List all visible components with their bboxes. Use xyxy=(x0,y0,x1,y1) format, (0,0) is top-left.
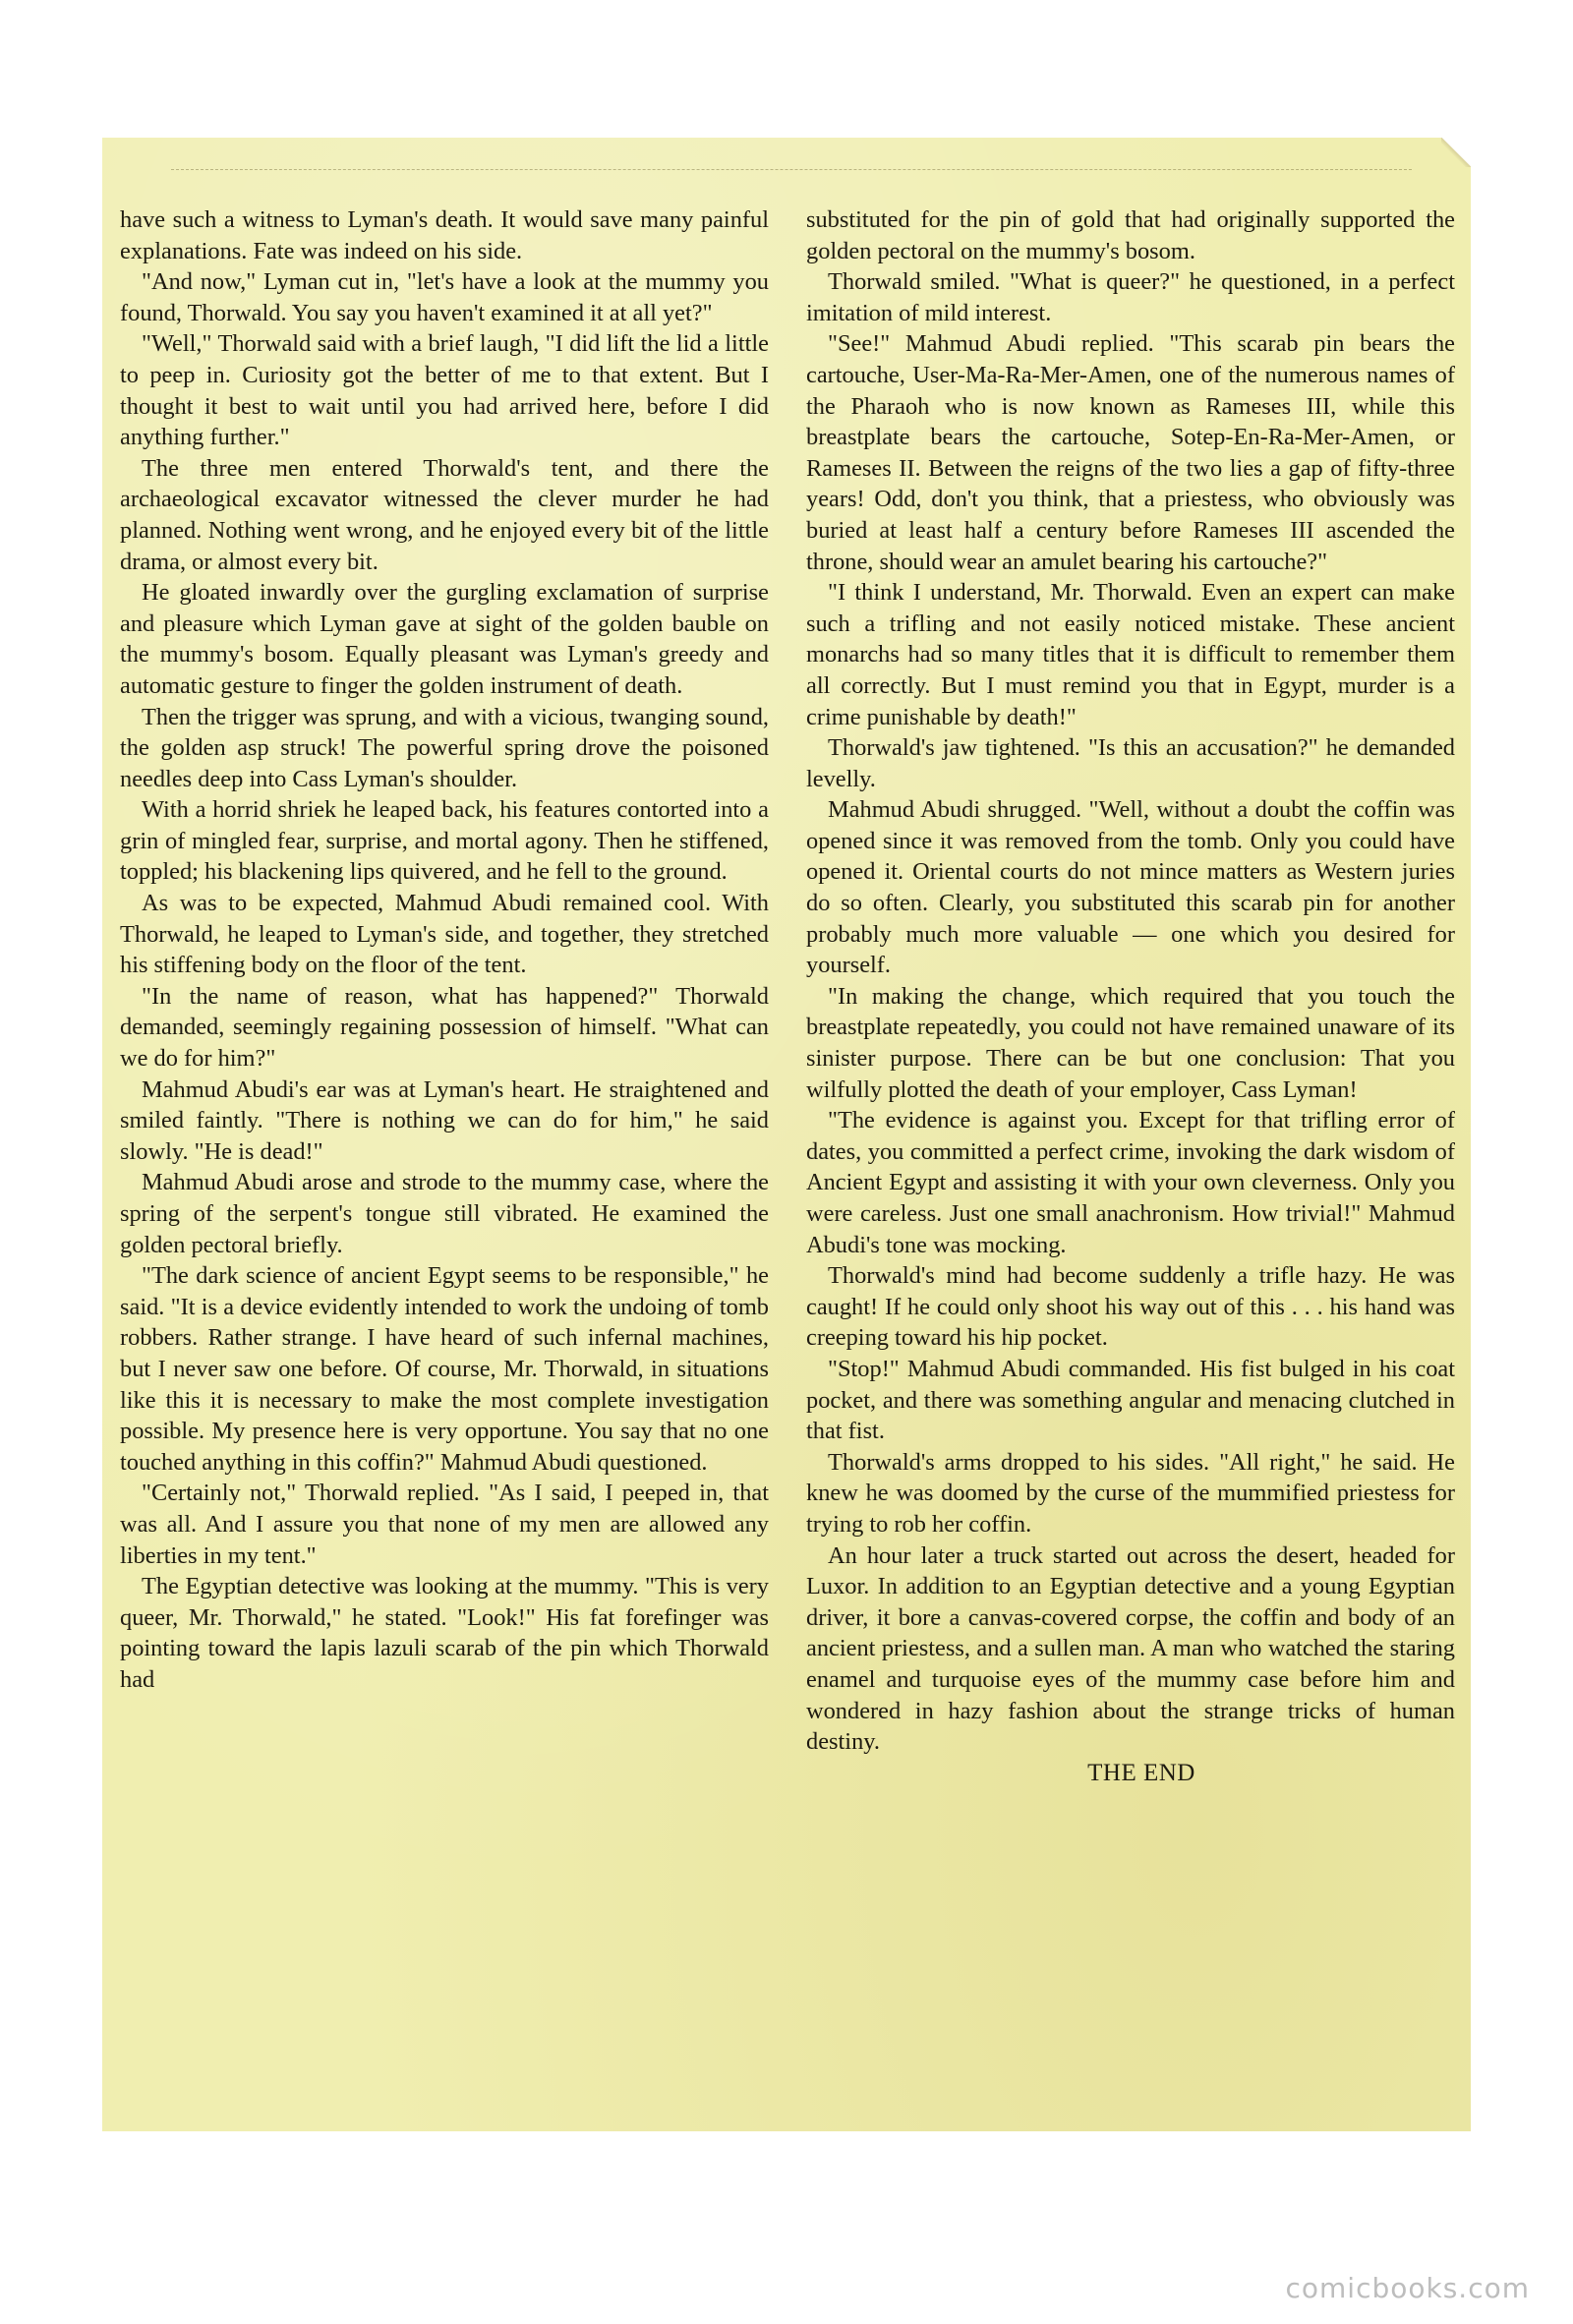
left-column xyxy=(120,204,769,1696)
right-column xyxy=(806,204,1455,1788)
paragraph: "The evidence is against you. Except for that trifling error of dates, you committed a perfect crime, invoking the dark wisdom of Ancient Egypt and assisting it with your own cleverness. Only you were careless. Just one small anachronism. How trivial!" Mahmud Abudi's tone was mocking. xyxy=(806,1107,1455,1258)
paragraph: "Certainly not," Thorwald replied. "As I said, I peeped in, that was all. And I assure you that none of my men are allowed any liberties in my tent." xyxy=(120,1480,769,1569)
paragraph: He gloated inwardly over the gurgling exclamation of surprise and pleasure which Lyman gave at sight of the golden bauble on the mummy's bosom. Equally pleasant was Lyman's greedy and automatic gesture to finger the golden instrument of death. xyxy=(120,579,769,699)
top-rule xyxy=(171,169,1412,170)
paragraph: With a horrid shriek he leaped back, his features contorted into a grin of mingled fear, surprise, and mortal agony. Then he stiffened, toppled; his blackening lips quivered, and he fell to the ground. xyxy=(120,796,769,886)
paragraph: Thorwald's jaw tightened. "Is this an accusation?" he demanded levelly. xyxy=(806,734,1455,792)
folded-corner xyxy=(1441,138,1471,167)
paragraph: Mahmud Abudi arose and strode to the mummy case, where the spring of the serpent's tongue still vibrated. He examined the golden pectoral briefly. xyxy=(120,1169,769,1258)
paragraph: The three men entered Thorwald's tent, and there the archaeological excavator witnessed the clever murder he had planned. Nothing went wrong, and he enjoyed every bit of the little drama, or almost every bit. xyxy=(120,454,769,575)
paragraph: "Well," Thorwald said with a brief laugh, "I did lift the lid a little to peep in. Curiosity got the better of me to that extent. But I thought it best to wait until you had arrived here, before I did anything further." xyxy=(120,330,769,451)
paragraph: "In the name of reason, what has happened?" Thorwald demanded, seemingly regaining possession of himself. "What can we do for him?" xyxy=(120,982,769,1073)
paragraph: An hour later a truck started out across the desert, headed for Luxor. In addition to an Egyptian detective and a young Egyptian driver, it bore a canvas-covered corpse, the coffin and body of an ancient priestess, and a sullen man. A man who watched the staring enamel and turquoise eyes of the mummy case before him and wondered in hazy fashion about the strange tricks of human destiny. xyxy=(806,1541,1455,1756)
paragraph: Mahmud Abudi shrugged. "Well, without a doubt the coffin was opened since it was removed from the tomb. Only you could have opened it. Oriental courts do not mince matters as Western juries do so often. Clearly, you substituted this scarab pin for another probably much more valuable — one which you desired for yourself. xyxy=(806,796,1455,979)
paragraph: "In making the change, which required that you touch the breastplate repeatedly, you could not have remained unaware of its sinister purpose. There can be but one conclusion: That you wilfully plotted the death of your employer, Cass Lyman! xyxy=(806,982,1455,1103)
paragraph: have such a witness to Lyman's death. It would save many painful explanations. Fate was indeed on his side. xyxy=(120,206,769,264)
paragraph: "And now," Lyman cut in, "let's have a look at the mummy you found, Thorwald. You say you haven't examined it at all yet?" xyxy=(120,268,769,326)
story-page xyxy=(102,138,1471,2131)
paragraph: Thorwald smiled. "What is queer?" he questioned, in a perfect imitation of mild interest. xyxy=(806,268,1455,326)
paragraph: "The dark science of ancient Egypt seems to be responsible," he said. "It is a device evidently intended to work the undoing of tomb robbers. Rather strange. I have heard of such infernal machines, but I never saw one before. Of course, Mr. Thorwald, in situations like this it is necessary to make the most complete investigation possible. My presence here is very opportune. You say that no one touched anything in this coffin?" Mahmud Abudi questioned. xyxy=(120,1262,769,1476)
paragraph: As was to be expected, Mahmud Abudi remained cool. With Thorwald, he leaped to Lyman's side, and together, they stretched his stiffening body on the floor of the tent. xyxy=(120,890,769,979)
paragraph: substituted for the pin of gold that had originally supported the golden pectoral on the mummy's bosom. xyxy=(806,206,1455,264)
paragraph: Thorwald's arms dropped to his sides. "All right," he said. He knew he was doomed by the curse of the mummified priestess for trying to rob her coffin. xyxy=(806,1448,1455,1538)
paragraph: The Egyptian detective was looking at the mummy. "This is very queer, Mr. Thorwald," he stated. "Look!" His fat forefinger was pointing toward the lapis lazuli scarab of the pin which Thorwald had xyxy=(120,1573,769,1693)
paragraph: Mahmud Abudi's ear was at Lyman's heart. He straightened and smiled faintly. "There is nothing we can do for him," he said slowly. "He is dead!" xyxy=(120,1075,769,1165)
paragraph: Then the trigger was sprung, and with a vicious, twanging sound, the golden asp struck! The powerful spring drove the poisoned needles deep into Cass Lyman's shoulder. xyxy=(120,703,769,792)
site-watermark: comicbooks.com xyxy=(1285,2272,1530,2304)
paragraph: "I think I understand, Mr. Thorwald. Even an expert can make such a trifling and not easily noticed mistake. These ancient monarchs had so many titles that it is difficult to remember them all correctly. But I must remind you that in Egypt, murder is a crime punishable by death!" xyxy=(806,579,1455,730)
the-end-label: THE END xyxy=(1087,1759,1195,1786)
paragraph: "Stop!" Mahmud Abudi commanded. His fist bulged in his coat pocket, and there was something angular and menacing clutched in that fist. xyxy=(806,1355,1455,1445)
paragraph: Thorwald's mind had become suddenly a trifle hazy. He was caught! If he could only shoot his way out of this . . . his hand was creeping toward his hip pocket. xyxy=(806,1262,1455,1352)
paragraph: "See!" Mahmud Abudi replied. "This scarab pin bears the cartouche, User-Ma-Ra-Mer-Amen, one of the numerous names of the Pharaoh who is now known as Rameses III, while this breastplate bears the cartouche, Sotep-En-Ra-Mer-Amen, or Rameses II. Between the reigns of the two lies a gap of fifty-three years! Odd, don't you think, that a priestess, who obviously was buried at least half a century before Rameses III ascended the throne, should wear an amulet bearing his cartouche?" xyxy=(806,330,1455,575)
